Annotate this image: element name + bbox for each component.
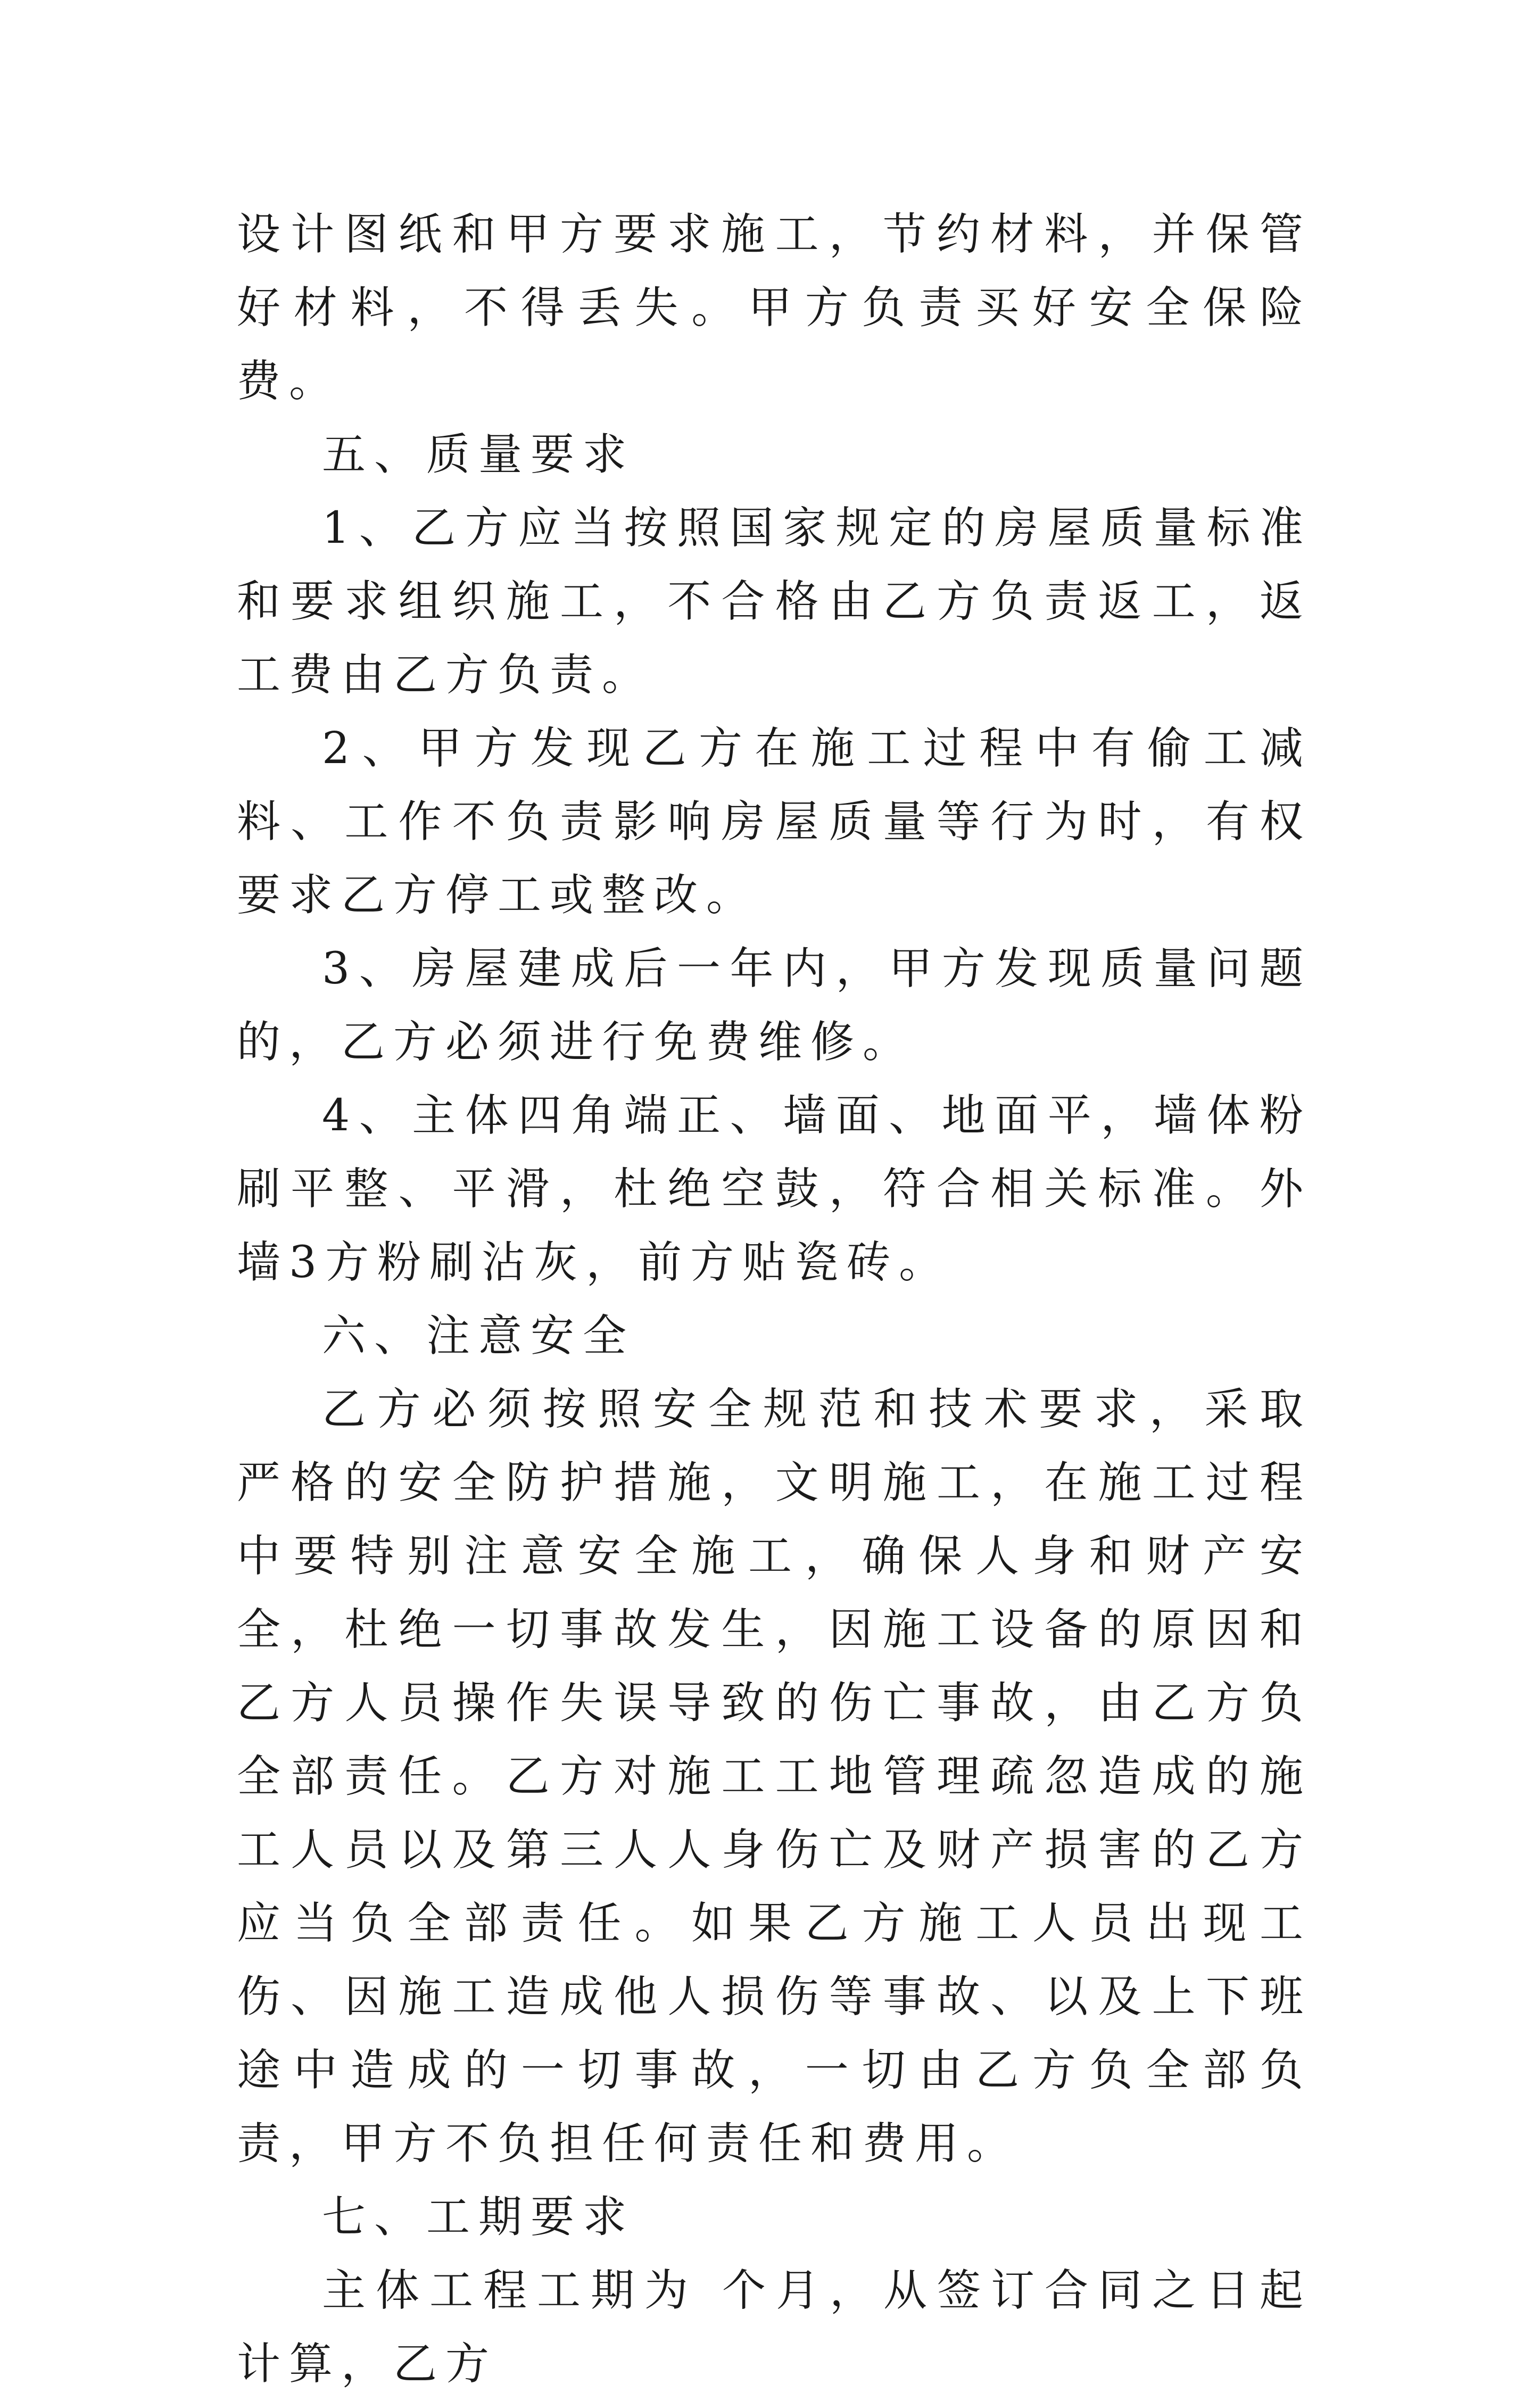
quality-clause-1: 1、乙方应当按照国家规定的房屋质量标准和要求组织施工，不合格由乙方负责返工，返工费由乙方负责。 bbox=[237, 503, 1312, 700]
section-heading-safety: 六、注意安全 bbox=[322, 1311, 635, 1361]
schedule-clause: 主体工程工期为 个月，从签订合同之日起计算，乙方 bbox=[237, 2265, 1312, 2389]
section-heading-schedule: 七、工期要求 bbox=[322, 2192, 635, 2242]
safety-clause: 乙方必须按照安全规范和技术要求，采取严格的安全防护措施，文明施工，在施工过程中要特别注意安全施工，确保人身和财产安全，杜绝一切事故发生，因施工设备的原因和乙方人员操作失误导致的伤亡事故，由乙方负全部责任。乙方对施工工地管理疏忽造成的施工人员以及第三人人身伤亡及财产损害的乙方应当负全部责任。如果乙方施工人员出现工伤、因施工造成他人损伤等事故、以及上下班途中造成的一切事故，一切由乙方负全部负责，甲方不负担任何责任和费用。 bbox=[237, 1384, 1312, 2169]
quality-clause-3: 3、房屋建成后一年内，甲方发现质量问题的，乙方必须进行免费维修。 bbox=[237, 943, 1312, 1067]
document-body bbox=[237, 198, 1312, 2401]
quality-clause-4: 4、主体四角端正、墙面、地面平，墙体粉刷平整、平滑，杜绝空鼓，符合相关标准。外墙3方粉刷沾灰，前方贴瓷砖。 bbox=[237, 1090, 1312, 1288]
paragraph-continuation: 设计图纸和甲方要求施工，节约材料，并保管好材料，不得丢失。甲方负责买好安全保险费。 bbox=[237, 209, 1312, 407]
section-heading-quality: 五、质量要求 bbox=[322, 429, 635, 480]
quality-clause-2: 2、甲方发现乙方在施工过程中有偷工减料、工作不负责影响房屋质量等行为时，有权要求乙方停工或整改。 bbox=[237, 723, 1312, 921]
